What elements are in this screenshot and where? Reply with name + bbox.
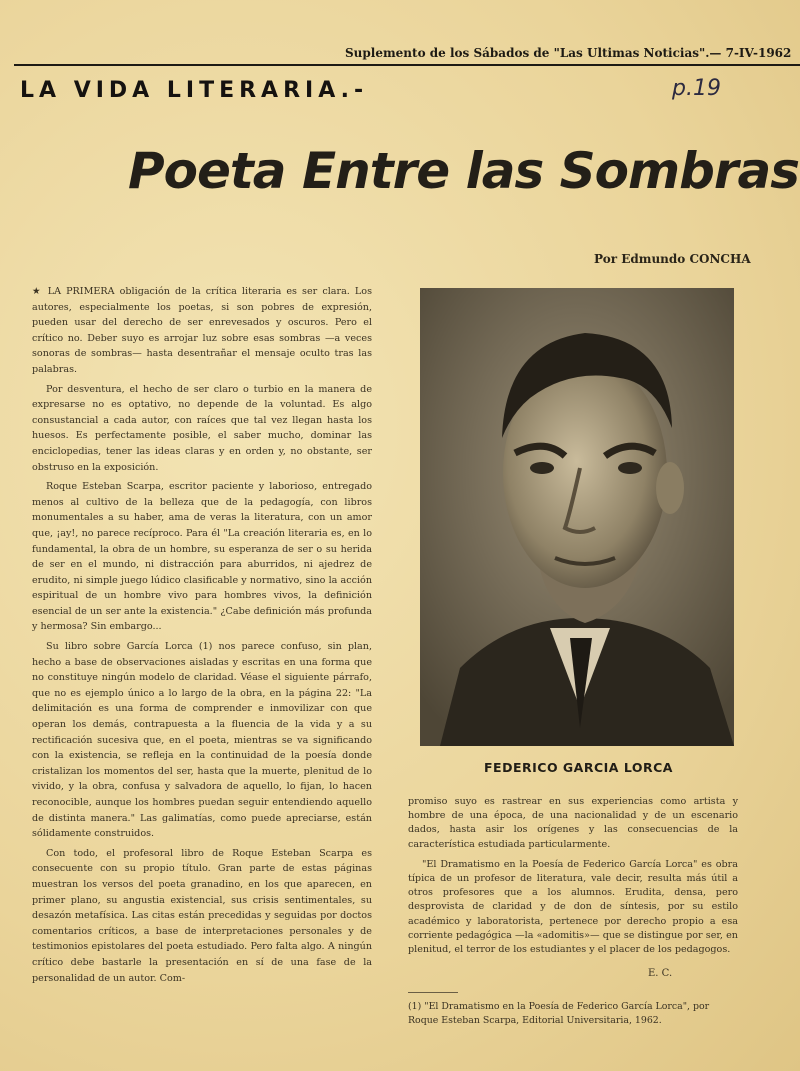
handwritten-page-note: p.19 [672,76,721,101]
paragraph: promiso suyo es rastrear en sus experiencias como artista y hombre de una época, de una nacionalidad y de un escenario dados, hasta asir los orígenes y las consecuencias de la característica estudiada particularmente. [408,796,738,850]
section-title: LA VIDA LITERARIA.- [20,78,369,103]
header-rule [14,64,800,66]
right-column [408,795,738,963]
author-initials: E. C. [648,968,673,979]
left-column [32,284,372,990]
paragraph: "El Dramatismo en la Poesía de Federico García Lorca" es obra típica de un profesor de literatura, vale decir, resulta más útil a otros profesores que a los alumnos. Erudita, densa, pero desprovista de claridad y de don de síntesis, por su estilo académico y laboratorista, pertenece por derecho propio a esa corriente pedagógica —la «adomitis»— que se distingue por ser, en plenitud, el terror de los estudiantes y el placer de los pedagogos. [408,858,738,956]
article-title: Poeta Entre las Sombras [128,142,800,200]
paragraph: Roque Esteban Scarpa, escritor paciente y laborioso, entregado menos al cultivo de la belleza que de la pedagogía, con libros monumentales a su haber, ama de veras la literatura, con un amor que, ¡ay!, no parece recíproco. Para él "La creación literaria es, en lo fundamental, la obra de un hombre, su esperanza de ser o su herida de ser en el mundo, ni distracción para aburridos, ni ajedrez de erudito, ni simple juego lúdico clasificable y normativo, sino la acción espiritual de un hombre vivo para hombres vivos, la definición esencial de un ser ante la existencia." ¿Cabe definición más profunda y hermosa? Sin embargo... [32,481,372,633]
footnote: (1) "El Dramatismo en la Poesía de Federico García Lorca", por Roque Esteban Scarpa, Editorial Universitaria, 1962. [408,1001,710,1026]
portrait-photo [420,288,734,746]
paragraph: Con todo, el profesoral libro de Roque Esteban Scarpa es consecuente con su propio título. Gran parte de estas páginas muestran los versos del poeta granadino, en los que aparecen, en primer plano, su angustia existencial, sus crisis sentimentales, su desazón metafísica. Las citas están precedidas y seguidas por doctos comentarios críticos, a base de interpretaciones personales y de testimonios epistolares del poeta estudiado. Pero falta algo. A ningún crítico debe bastarle la presentación en sí de una fase de la personalidad de un autor. Com- [32,847,372,984]
article-byline: Por Edmundo CONCHA [594,252,751,266]
photo-caption: FEDERICO GARCIA LORCA [484,760,673,775]
footnote-divider [408,992,458,993]
supplement-header: Suplemento de los Sábados de "Las Ultimas Noticias".— 7-IV-1962 [345,46,792,60]
paragraph: Por desventura, el hecho de ser claro o turbio en la manera de expresarse no es optativo, no depende de la voluntad. Es algo consustancial a cada autor, con raíces que tal vez llegan hasta los huesos. Es perfectamente posible, el saber mucho, dominar las enciclopedias, tener las ideas claras y en orden y, no obstante, ser obstruso en la exposición. [32,383,372,473]
paragraph: Su libro sobre García Lorca (1) nos parece confuso, sin plan, hecho a base de observaciones aisladas y escritas en una forma que no constituye ningún modelo de claridad. Véase el siguiente párrafo, que no es ejemplo único a lo largo de la obra, en la página 22: "La delimitación es una forma de comprender e inmovilizar con que operan los demás, contrapuesta a la fluencia de la vida y a su rectificación sucesiva que, en el poeta, mientras se va significando con la existencia, se refleja en la continuidad de la poesía donde cristalizan los momentos del ser, hasta que la muerte, plenitud de lo vivido, y la obra, confusa y salvadora de aquello, lo fijan, lo hacen reconocible, aunque los hombres puedan seguir entendiendo aquello de distinta manera." Las galimatías, como puede apreciarse, están sólidamente construidos. [32,641,372,840]
portrait-illustration [420,288,734,746]
paragraph: ★ LA PRIMERA obligación de la crítica literaria es ser clara. Los autores, especialmente los poetas, si son pobres de expresión, pueden usar del derecho de ser enrevesados y oscuros. Pero el crítico no. Deber suyo es arrojar luz sobre esas sombras —a veces sonoras de sombras— hasta desentrañar el mensaje oculto tras las palabras. [32,286,372,375]
